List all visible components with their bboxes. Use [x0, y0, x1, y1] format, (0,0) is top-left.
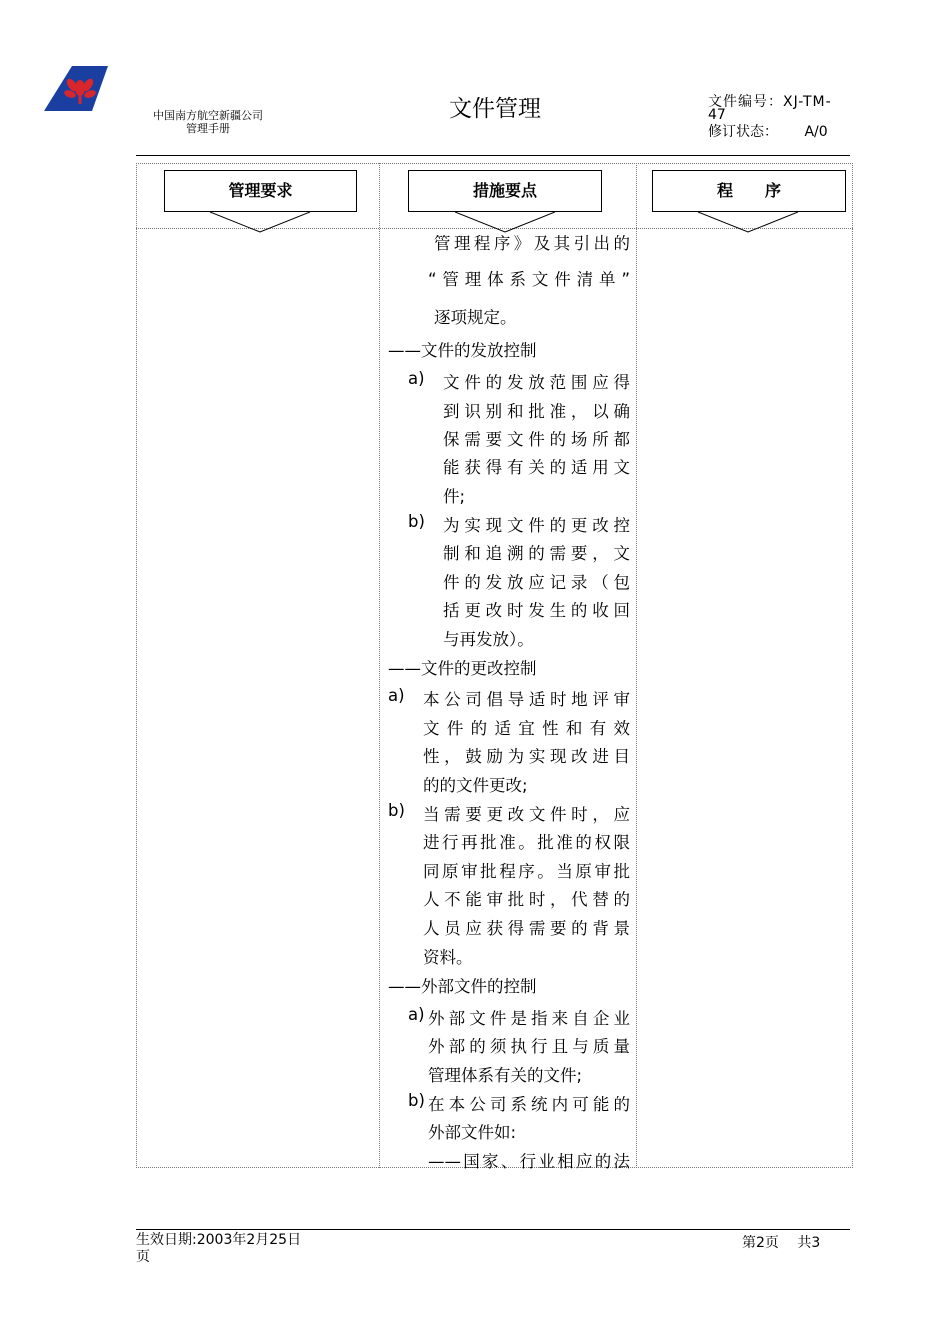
- text-line: 资料。: [423, 948, 473, 967]
- text-line: 人员应获得需要的背景: [423, 919, 630, 938]
- text-line: 外部文件是指来自企业: [428, 1009, 630, 1028]
- text-line: 在本公司系统内可能的: [428, 1095, 630, 1114]
- text-line: 人不能审批时，代替的: [423, 890, 630, 909]
- column-header-requirements: 管理要求: [164, 170, 357, 212]
- text-line: 文件的适宜性和有效: [423, 719, 630, 738]
- text-line: 当需要更改文件时，应: [423, 805, 630, 824]
- text-line: 本公司倡导适时地评审: [423, 690, 630, 709]
- list-marker: a): [408, 369, 425, 388]
- page-number: 第2页 共3: [742, 1235, 821, 1251]
- text-line: 括更改时发生的收回: [443, 601, 630, 620]
- document-title: 文件管理: [449, 96, 541, 122]
- footer-divider: [136, 1229, 850, 1230]
- text-line: 管理体系有关的文件;: [428, 1066, 583, 1085]
- revision-value: A/0: [804, 124, 828, 140]
- company-name: [148, 109, 268, 135]
- list-marker: b): [408, 1091, 425, 1110]
- header-divider: [136, 155, 850, 156]
- column-header-procedure: 程 序: [652, 170, 846, 212]
- text-line: 同原审批程序。当原审批: [423, 862, 630, 881]
- document-number: 文件编号：XJ-TM-: [708, 94, 832, 110]
- down-arrow-icon: [698, 211, 798, 233]
- column-divider-1: [379, 163, 380, 1168]
- column-header-measures: 措施要点: [408, 170, 602, 212]
- text-line: 文件的发放范围应得: [443, 373, 630, 392]
- text-line: 能获得有关的适用文: [443, 458, 630, 477]
- text-line: “管理体系文件清单”: [428, 270, 630, 289]
- text-line: 进行再批准。批准的权限: [423, 833, 630, 852]
- text-line: 与再发放）。: [443, 630, 534, 649]
- text-line: 制和追溯的需要，文: [443, 544, 630, 563]
- text-line: 管理程序》及其引出的: [434, 234, 630, 253]
- document-meta: [708, 94, 858, 141]
- effective-date-cont: 页: [136, 1249, 150, 1265]
- column-divider-2: [636, 163, 637, 1168]
- revision-label: 修订状态：: [708, 124, 778, 140]
- text-line: 外部的须执行且与质量: [428, 1037, 630, 1056]
- effective-date: [136, 1232, 301, 1266]
- text-line: 外部文件如:: [428, 1123, 517, 1142]
- text-line: 性，鼓励为实现改进目: [423, 747, 630, 766]
- section-heading-distribution: ——文件的发放控制: [388, 341, 537, 360]
- revision-status: [708, 124, 858, 141]
- text-line: ——国家、行业相应的法: [428, 1152, 630, 1171]
- list-marker: a): [388, 686, 405, 705]
- document-number-cont: 47: [708, 107, 726, 123]
- section-heading-change: ——文件的更改控制: [388, 659, 537, 678]
- list-marker: a): [408, 1005, 425, 1024]
- list-marker: b): [388, 801, 405, 820]
- text-line: 逐项规定。: [434, 308, 517, 327]
- text-line: 的的文件更改;: [423, 776, 528, 795]
- company-logo: [42, 64, 110, 112]
- text-line: 保需要文件的场所都: [443, 430, 630, 449]
- text-line: 件的发放应记录（包: [443, 573, 630, 592]
- company-line-2: 管理手册: [186, 122, 230, 135]
- text-line: 到识别和批准，以确: [443, 402, 630, 421]
- text-line: 件;: [443, 487, 466, 506]
- text-line: 为实现文件的更改控: [443, 516, 630, 535]
- down-arrow-icon: [210, 211, 310, 233]
- section-heading-external: ——外部文件的控制: [388, 977, 537, 996]
- effective-date-line: 生效日期:2003年2月25日: [136, 1232, 302, 1248]
- company-line-1: 中国南方航空新疆公司: [153, 109, 263, 122]
- list-marker: b): [408, 512, 425, 531]
